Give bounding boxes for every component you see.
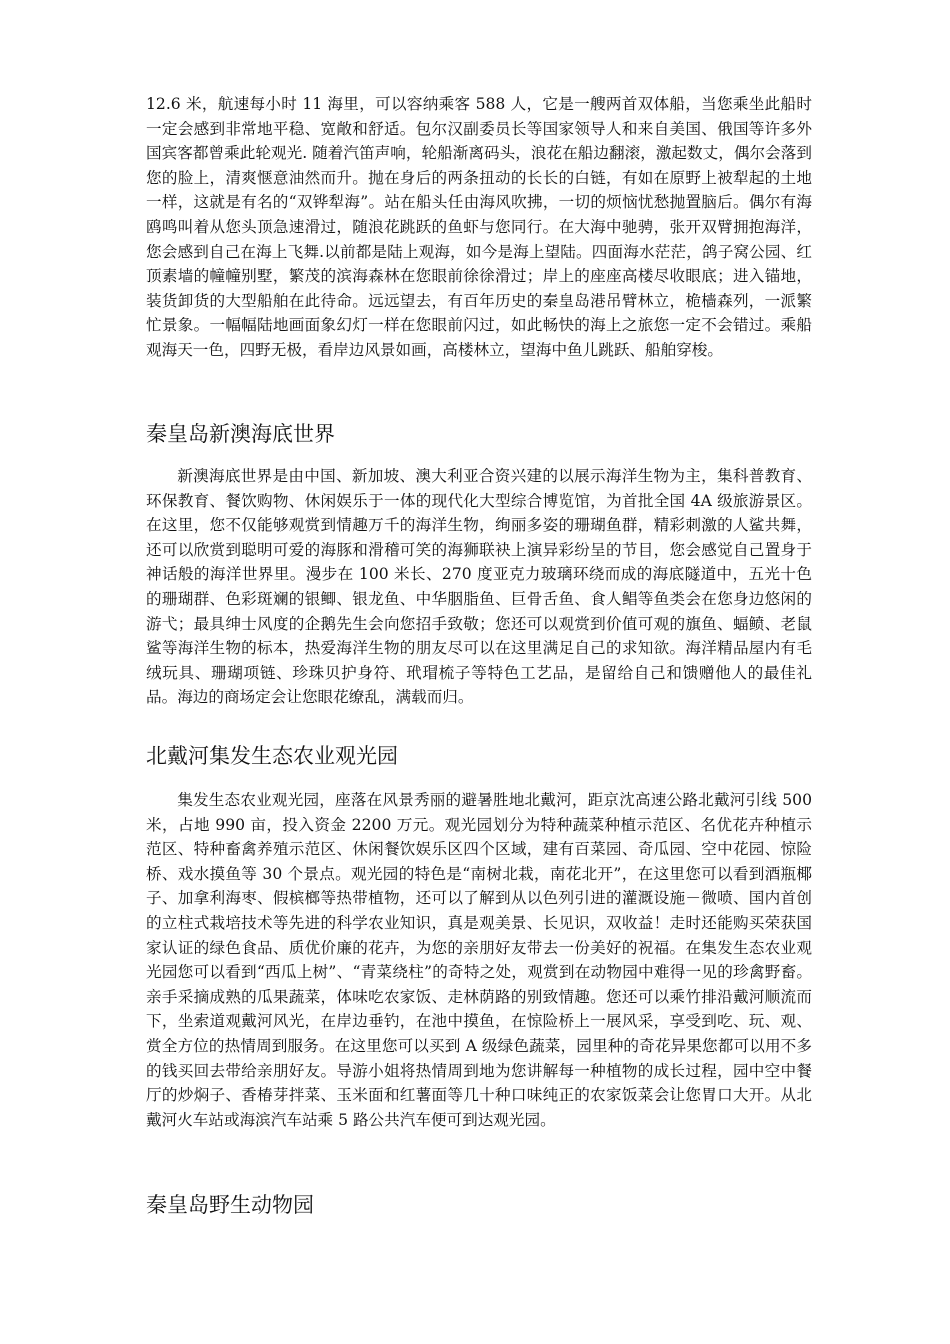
section-heading-agri-park: 北戴河集发生态农业观光园 (146, 744, 398, 768)
intro-paragraph: 12.6 米，航速每小时 11 海里，可以容纳乘客 588 人，它是一艘两首双体船，当您乘坐此船时一定会感到非常地平稳、宽敞和舒适。包尔汉副委员长等国家领导人和来自美国、俄国等许多外国宾客都曾乘此轮观光. 随着汽笛声响，轮船渐离码头，浪花在船边翻滚，激起数丈，偶尔会落到您的脸上，清爽惬意油然而升。抛在身后的两条扭动的长长的白链，有如在原野上被犁起的土地一样，这就是有名的“双铧犁海”。站在船头任由海风吹拂，一切的烦恼忧愁抛置脑后。偶尔有海鸥鸣叫着从您头顶急速滑过，随浪花跳跃的鱼虾与您同行。在大海中驰骋，张开双臂拥抱海洋，您会感到自己在海上飞舞.以前都是陆上观海，如今是海上望陆。四面海水茫茫，鸽子窝公园、红顶素墙的幢幢别墅，繁茂的滨海森林在您眼前徐徐滑过；岸上的座座高楼尽收眼底；进入锚地，装货卸货的大型船舶在此待命。远远望去，有百年历史的秦皇岛港吊臂林立，桅樯森列，一派繁忙景象。一幅幅陆地画面象幻灯一样在您眼前闪过，如此畅快的海上之旅您一定不会错过。乘船观海天一色，四野无极，看岸边风景如画，高楼林立，望海中鱼儿跳跃、船舶穿梭。 (146, 95, 812, 359)
section-heading-undersea-world: 秦皇岛新澳海底世界 (146, 422, 335, 446)
section-paragraph-undersea-world: 新澳海底世界是由中国、新加坡、澳大利亚合资兴建的以展示海洋生物为主，集科普教育、环保教育、餐饮购物、休闲娱乐于一体的现代化大型综合博览馆，为首批全国 4A 级旅游景区。在这里，您不仅能够观赏到情趣万千的海洋生物，绚丽多姿的珊瑚鱼群，精彩刺激的人鲨共舞，还可以欣赏到聪明可爱的海豚和滑稽可笑的海狮联袂上演异彩纷呈的节目，您会感觉自己置身于神话般的海洋世界里。漫步在 100 米长、270 度亚克力玻璃环绕而成的海底隧道中，五光十色的珊瑚群、色彩斑斓的银鲫、银龙鱼、中华胭脂鱼、巨骨舌鱼、食人鲳等鱼类会在您身边悠闲的游弋；最具绅士风度的企鹅先生会向您招手致敬；您还可以观赏到价值可观的旗鱼、蝠鲼、老鼠鲨等海洋生物的标本，热爱海洋生物的朋友尽可以在这里满足自己的求知欲。海洋精品屋内有毛绒玩具、珊瑚项链、珍珠贝护身符、玳瑁梳子等特色工艺品，是留给自己和馈赠他人的最佳礼品。海边的商场定会让您眼花缭乱，满载而归。 (146, 467, 812, 707)
section-heading-wildlife-park: 秦皇岛野生动物园 (146, 1193, 314, 1217)
section-paragraph-agri-park: 集发生态农业观光园，座落在风景秀丽的避暑胜地北戴河，距京沈高速公路北戴河引线 500 米，占地 990 亩，投入资金 2200 万元。观光园划分为特种蔬菜种植示范区、名优花卉种植示范区、特种畜禽养殖示范区、休闲餐饮娱乐区四个区域，建有百菜园、奇瓜园、空中花园、惊险桥、戏水摸鱼等 30 个景点。观光园的特色是“南树北栽，南花北开”，在这里您可以看到酒瓶椰子、加拿利海枣、假槟榔等热带植物，还可以了解到从以色列引进的灌溉设施－微喷、国内首创的立柱式栽培技术等先进的科学农业知识，真是观美景、长见识，双收益！走时还能购买荣获国家认证的绿色食品、质优价廉的花卉，为您的亲朋好友带去一份美好的祝福。在集发生态农业观光园您可以看到“西瓜上树”、“青菜绕柱”的奇特之处，观赏到在动物园中难得一见的珍禽野畜。亲手采摘成熟的瓜果蔬菜，体味吃农家饭、走林荫路的别致情趣。您还可以乘竹排沿戴河顺流而下，坐索道观戴河风光，在岸边垂钓，在池中摸鱼，在惊险桥上一展风采，享受到吃、玩、观、赏全方位的热情周到服务。在这里您可以买到 A 级绿色蔬菜，园里种的奇花异果您都可以用不多的钱买回去带给亲朋好友。导游小姐将热情周到地为您讲解每一种植物的成长过程，园中空中餐厅的炒焖子、香椿芽拌菜、玉米面和红薯面等几十种口味纯正的农家饭菜会让您胃口大开。从北戴河火车站或海滨汽车站乘 5 路公共汽车便可到达观光园。 (146, 791, 812, 1129)
